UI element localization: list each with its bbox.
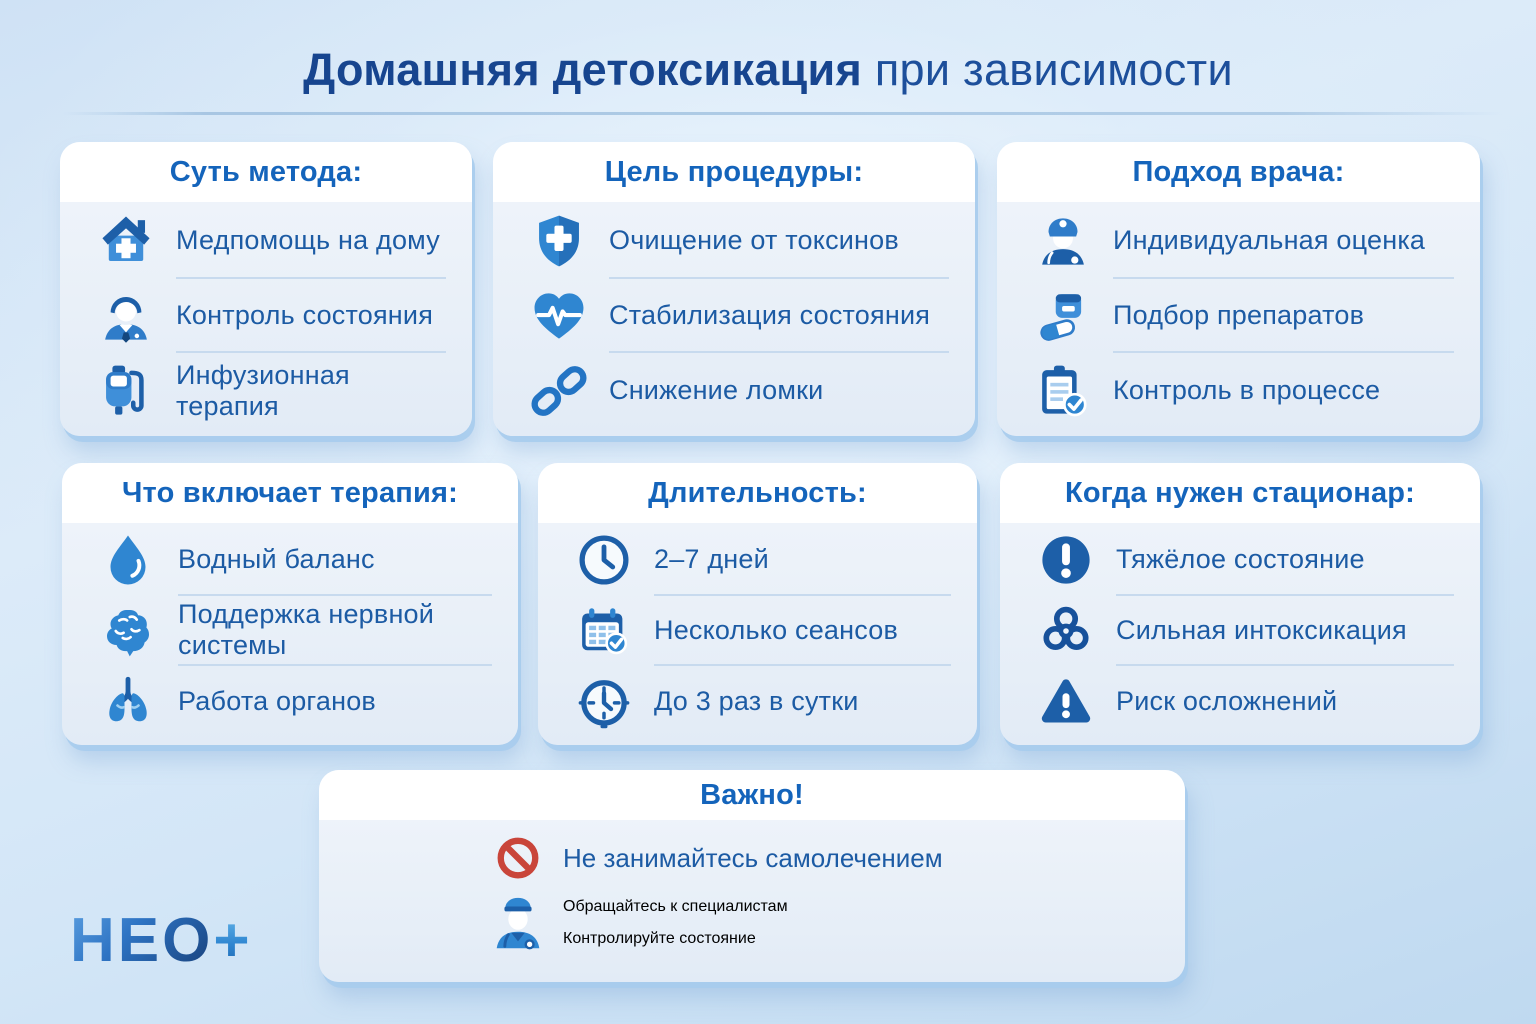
pills-icon <box>1031 286 1095 346</box>
item-label: Стабилизация состояния <box>609 299 931 330</box>
list-item <box>572 666 951 737</box>
list-item <box>96 596 492 667</box>
water-drop-icon <box>96 530 160 590</box>
item-label: 2–7 дней <box>654 543 769 574</box>
card-body <box>319 820 1185 982</box>
list-item <box>1031 353 1454 428</box>
list-item-group <box>487 884 1145 962</box>
page-title-rest: при зависимости <box>862 44 1233 95</box>
page-title-bold: Домашняя детоксикация <box>303 44 863 95</box>
shield-cross-icon <box>527 211 591 271</box>
no-sign-icon <box>487 834 549 882</box>
card-title: Важно! <box>700 778 804 811</box>
calendar-check-icon <box>572 601 636 661</box>
card-body <box>997 202 1480 436</box>
card-title: Подход врача: <box>1132 155 1345 188</box>
heart-pulse-icon <box>527 286 591 346</box>
item-label: Обращайтесь к специалистам <box>563 898 788 915</box>
item-label: Подбор препаратов <box>1113 299 1365 330</box>
chain-icon <box>527 361 591 421</box>
card-header <box>1000 463 1480 523</box>
list-item <box>572 596 951 667</box>
item-label: Контролируйте состояние <box>563 930 756 947</box>
card-title: Суть метода: <box>169 155 363 188</box>
item-label: Водный баланс <box>178 543 375 574</box>
item-label: Медпомощь на дому <box>176 224 440 255</box>
list-item <box>527 204 949 279</box>
card-header <box>319 770 1185 820</box>
card-duration <box>538 463 977 745</box>
card-header <box>493 142 975 202</box>
list-item <box>1034 596 1454 667</box>
item-label: Риск осложнений <box>1116 686 1338 717</box>
doctor-icon <box>94 286 158 346</box>
neo-plus-logo <box>70 906 253 975</box>
list-item <box>1031 204 1454 279</box>
title-divider <box>62 112 1502 115</box>
card-title: Цель процедуры: <box>604 155 864 188</box>
alarm-clock-icon <box>572 672 636 732</box>
surgeon-icon <box>487 884 549 962</box>
list-item <box>94 279 446 354</box>
item-label: Очищение от токсинов <box>609 224 899 255</box>
doctor-cap-icon <box>1031 211 1095 271</box>
card-body <box>538 523 977 745</box>
card-title: Длительность: <box>648 476 867 509</box>
item-label: Не занимайтесь самолечением <box>563 842 943 873</box>
list-item <box>487 834 1145 882</box>
house-cross-icon <box>94 211 158 271</box>
card-title: Что включает терапия: <box>121 476 458 509</box>
item-label: Контроль состояния <box>176 299 434 330</box>
exclamation-circle-icon <box>1034 530 1098 590</box>
logo-text: НЕО <box>70 906 214 975</box>
card-header <box>60 142 472 202</box>
item-label: Поддержка нервной системы <box>178 599 435 660</box>
card-body <box>493 202 975 436</box>
card-header <box>997 142 1480 202</box>
item-label: До 3 раз в сутки <box>654 686 859 717</box>
clipboard-check-icon <box>1031 361 1095 421</box>
list-item <box>94 353 446 428</box>
card-therapy-includes <box>62 463 518 745</box>
item-label: Индивидуальная оценка <box>1113 224 1426 255</box>
card-body <box>60 202 472 436</box>
card-body <box>62 523 518 745</box>
card-doctor-approach <box>997 142 1480 436</box>
list-item <box>527 279 949 354</box>
list-item <box>1034 666 1454 737</box>
clock-icon <box>572 530 636 590</box>
card-header <box>538 463 977 523</box>
item-label: Несколько сеансов <box>654 614 899 645</box>
item-label: Контроль в процессе <box>1113 375 1381 406</box>
list-item <box>1031 279 1454 354</box>
card-procedure-goal <box>493 142 975 436</box>
list-item <box>94 204 446 279</box>
list-item <box>96 666 492 737</box>
iv-drip-icon <box>94 361 158 421</box>
card-important <box>319 770 1185 982</box>
item-label: Сильная интоксикация <box>1116 614 1407 645</box>
card-body <box>1000 523 1480 745</box>
biohazard-icon <box>1034 601 1098 661</box>
card-hospital-needed <box>1000 463 1480 745</box>
brain-icon <box>96 601 160 661</box>
card-header <box>62 463 518 523</box>
item-label: Тяжёлое состояние <box>1116 543 1365 574</box>
logo-plus-icon: + <box>213 906 253 975</box>
lungs-icon <box>96 672 160 732</box>
list-item <box>527 353 949 428</box>
item-label: Снижение ломки <box>609 375 824 406</box>
item-label: Инфузионная терапия <box>176 359 350 421</box>
card-method-essence <box>60 142 472 436</box>
list-item <box>572 525 951 596</box>
list-item <box>96 525 492 596</box>
list-item <box>1034 525 1454 596</box>
card-title: Когда нужен стационар: <box>1064 476 1416 509</box>
warning-triangle-icon <box>1034 672 1098 732</box>
page-title <box>0 44 1536 96</box>
item-label: Работа органов <box>178 686 376 717</box>
